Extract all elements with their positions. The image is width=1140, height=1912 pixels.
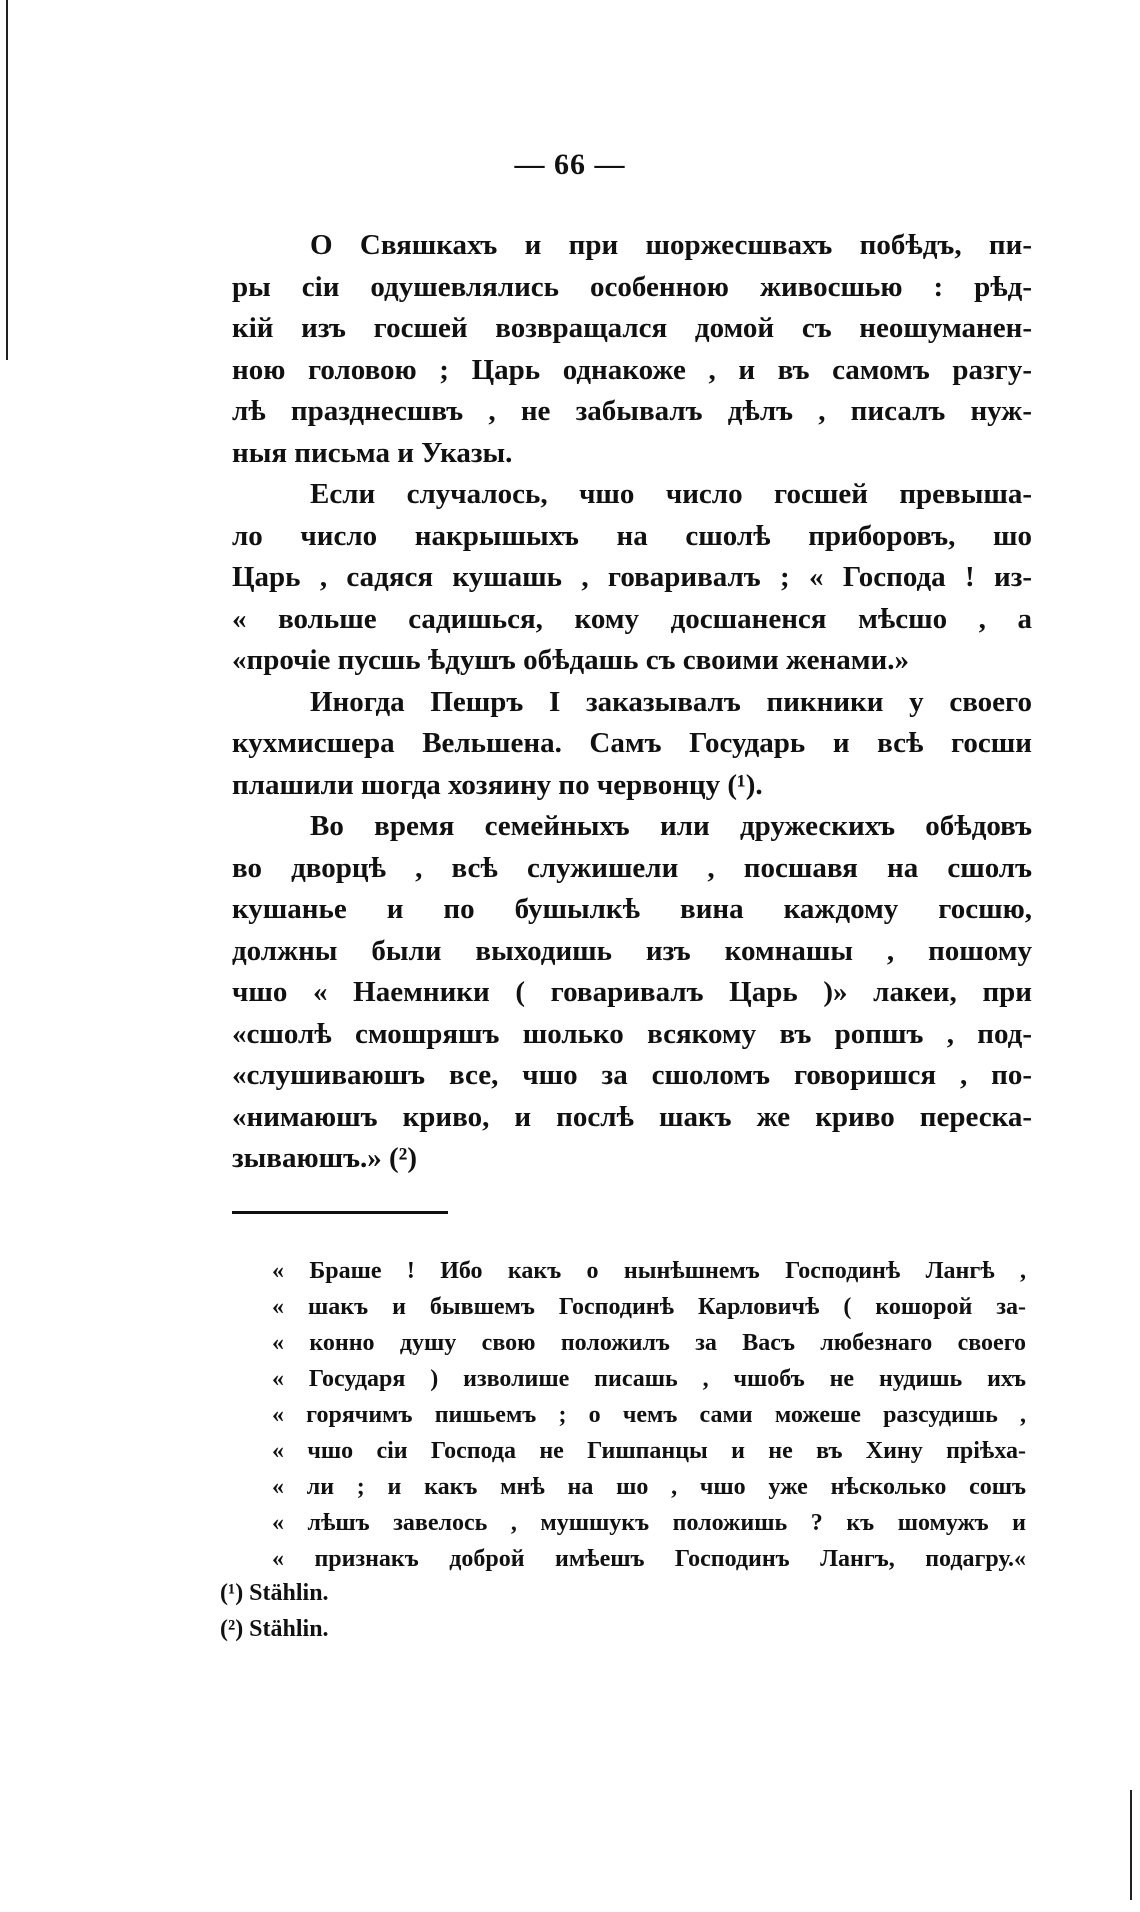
text-line: О Свяшкахъ и при шоржесшвахъ побѣдъ, пи-: [310, 229, 1032, 261]
quote-line: « горячимъ пишьемъ ; о чемъ сами можеше разсудишь ,: [272, 1402, 1026, 1428]
text-line: Если случалось, чшо число госшей превыша-: [310, 478, 1032, 510]
text-line: «слушиваюшъ все, чшо за сшоломъ говоришся , по-: [232, 1059, 1032, 1091]
footnote-2: (²) Stählin.: [220, 1616, 329, 1642]
main-text: [232, 225, 1032, 1180]
quote-line: « Государя ) изволише писашь , чшобъ не нудишь ихъ: [272, 1366, 1026, 1392]
scan-edge-right: [1130, 1790, 1132, 1900]
text-line: должны были выходишь изъ комнашы , пошому: [232, 934, 1032, 967]
footnotes: [220, 1575, 620, 1647]
text-line: Иногда Пешръ I заказывалъ пикники у своего: [310, 685, 1032, 718]
text-line: лѣ празднесшвъ , не забывалъ дѣлъ , писалъ нуж-: [232, 395, 1032, 427]
quote-line: « лѣшъ завелось , мушшукъ положишь ? къ шомужъ и: [272, 1510, 1026, 1536]
text-line: во дворцѣ , всѣ служишели , посшавя на сшолъ: [232, 851, 1032, 884]
text-line: «сшолѣ смошряшъ шолько всякому въ ропшъ , под-: [232, 1017, 1032, 1050]
text-line: «прочіе пусшь ѣдушъ обѣдашь съ своими женами.»: [232, 644, 909, 676]
text-line: ло число накрышыхъ на сшолѣ приборовъ, шо: [232, 519, 1032, 552]
footnote-1: (¹) Stählin.: [220, 1580, 329, 1606]
footnote-divider: [232, 1211, 448, 1214]
text-line: «нимаюшъ криво, и послѣ шакъ же криво переска-: [232, 1100, 1032, 1133]
text-line: ры сіи одушевлялись особенною живосшью : рѣд-: [232, 270, 1032, 303]
text-line: Царь , садяся кушашь , говаривалъ ; « Господа ! из-: [232, 561, 1032, 593]
text-line: чшо « Наемники ( говаривалъ Царь )» лакеи, при: [232, 976, 1032, 1008]
quote-line: « Браше ! Ибо какъ о нынѣшнемъ Господинѣ Лангѣ ,: [272, 1258, 1026, 1284]
quote-line: « конно душу свою положилъ за Васъ любезнаго своего: [272, 1330, 1026, 1356]
quote-line: « чшо сіи Господа не Гишпанцы и не въ Хину пріѣха-: [272, 1438, 1026, 1464]
text-line: « вольше садишься, кому досшаненся мѣсшо , а: [232, 602, 1032, 635]
text-line: кухмисшера Вельшена. Самъ Государь и всѣ госши: [232, 727, 1032, 759]
text-line: плашили шогда хозяину по червонцу (¹).: [232, 768, 763, 801]
text-line: зываюшъ.» (²): [232, 1142, 418, 1174]
page-number: — 66 —: [514, 148, 626, 181]
text-line: Во время семейныхъ или дружескихъ обѣдовъ: [310, 810, 1032, 842]
quoted-letter: [272, 1253, 1026, 1577]
quote-line: « признакъ доброй имѣешъ Господинъ Лангъ, подагру.«: [272, 1546, 1026, 1572]
text-line: кій изъ госшей возвращался домой съ неошуманен-: [232, 312, 1032, 344]
text-line: ною головою ; Царь однакоже , и въ самомъ разгу-: [232, 353, 1032, 386]
text-line: ныя письма и Указы.: [232, 436, 513, 469]
text-line: кушанье и по бушылкѣ вина каждому госшю,: [232, 893, 1032, 925]
quote-line: « шакъ и бывшемъ Господинѣ Карловичѣ ( кошорой за-: [272, 1294, 1026, 1320]
quote-line: « ли ; и какъ мнѣ на шо , чшо уже нѣсколько сошъ: [272, 1474, 1026, 1500]
